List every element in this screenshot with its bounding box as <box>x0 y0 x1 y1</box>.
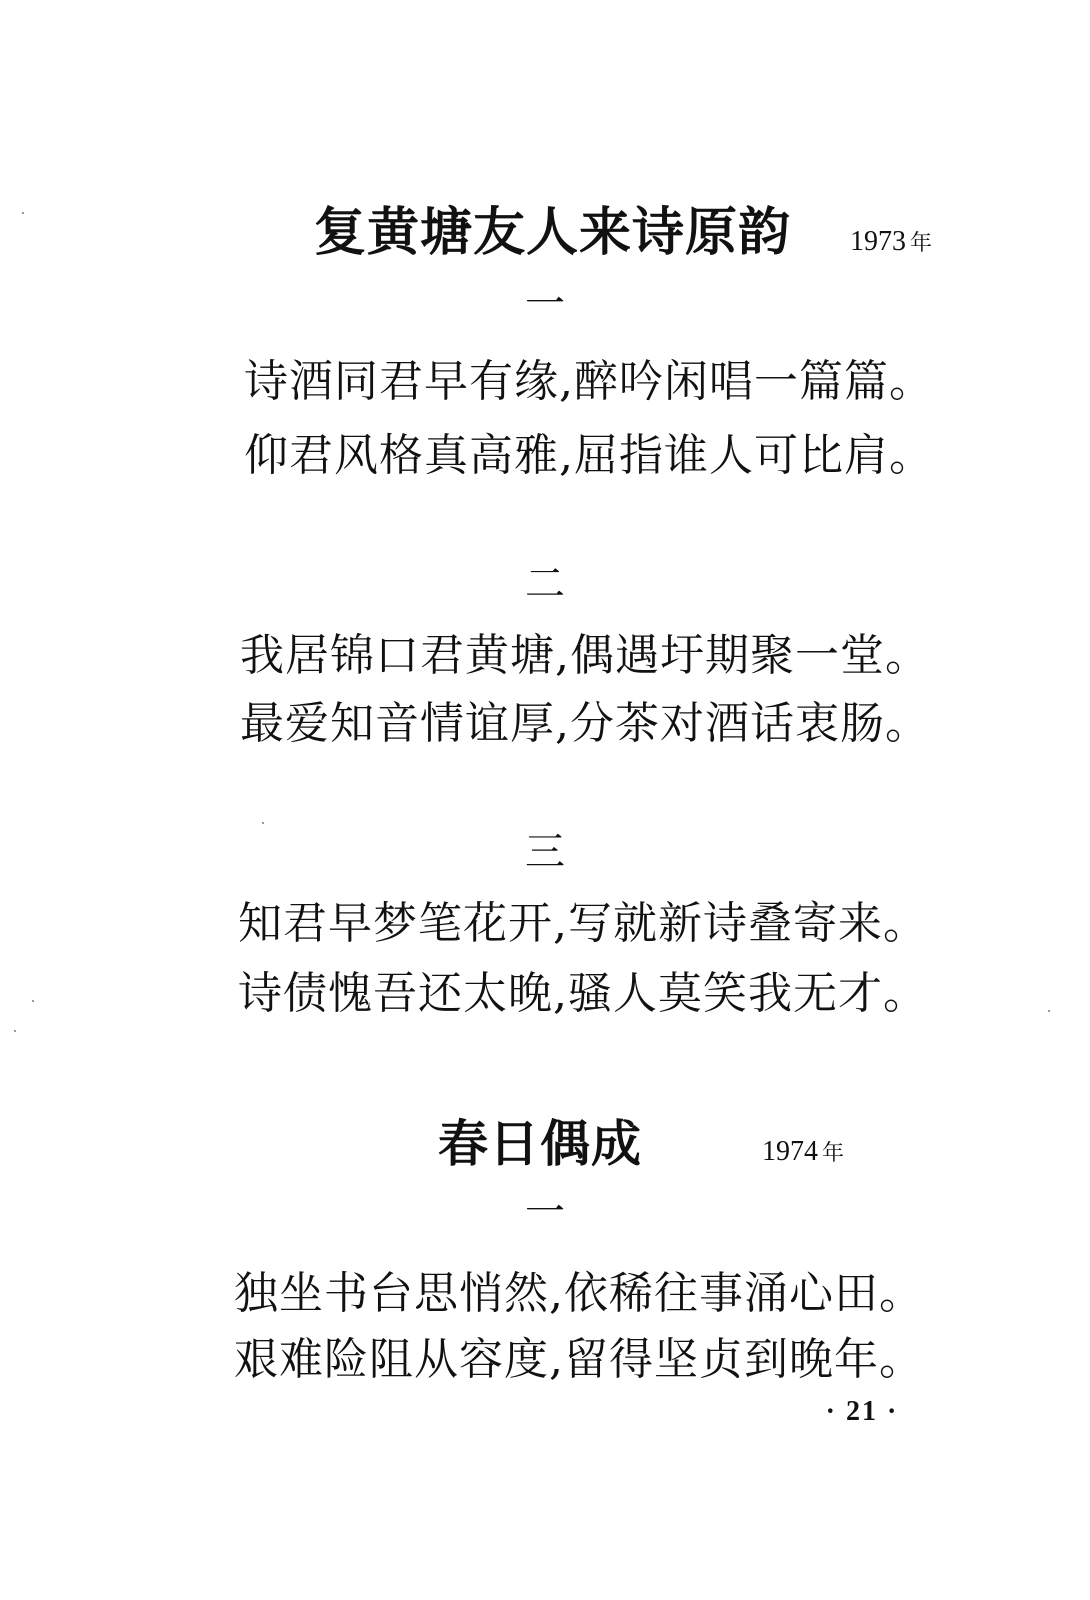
poem-year-number: 1974 <box>762 1136 818 1167</box>
scan-speck <box>32 1000 34 1002</box>
poem-line: 最爱知音情谊厚,分茶对酒话衷肠。 <box>240 698 930 749</box>
poem-year-unit: 年 <box>910 230 933 255</box>
poem-line: 艰难险阻从容度,留得坚贞到晚年。 <box>234 1334 924 1385</box>
stanza-number: 二 <box>525 561 565 607</box>
poem-year <box>762 1136 844 1168</box>
poem-line: 知君早梦笔花开,写就新诗叠寄来。 <box>238 898 928 949</box>
poem-line: 诗酒同君早有缘,醉吟闲唱一篇篇。 <box>244 356 934 407</box>
poem-line: 我居锦口君黄塘,偶遇圩期聚一堂。 <box>240 630 930 681</box>
poem-line: 仰君风格真高雅,屈指谁人可比肩。 <box>244 430 934 481</box>
poem-year-number: 1973 <box>850 226 906 257</box>
poem-title: 复黄塘友人来诗原韵 <box>314 202 792 263</box>
poem-year-unit: 年 <box>822 1140 845 1165</box>
poem-line: 诗债愧吾还太晚,骚人莫笑我无才。 <box>238 968 928 1019</box>
stanza-number: 一 <box>525 281 565 327</box>
poem-year <box>850 226 932 258</box>
scan-speck <box>1048 1010 1050 1012</box>
page-number: · 21 · <box>825 1396 899 1427</box>
poem-title: 春日偶成 <box>438 1114 642 1173</box>
scan-speck <box>262 822 264 824</box>
poem-title-row <box>0 1112 1090 1182</box>
poem-title-row <box>0 200 1090 270</box>
poem-line: 独坐书台思悄然,依稀往事涌心田。 <box>234 1268 924 1319</box>
stanza-number: 一 <box>525 1189 565 1235</box>
scan-speck <box>14 1030 16 1032</box>
stanza-number: 三 <box>525 829 565 875</box>
